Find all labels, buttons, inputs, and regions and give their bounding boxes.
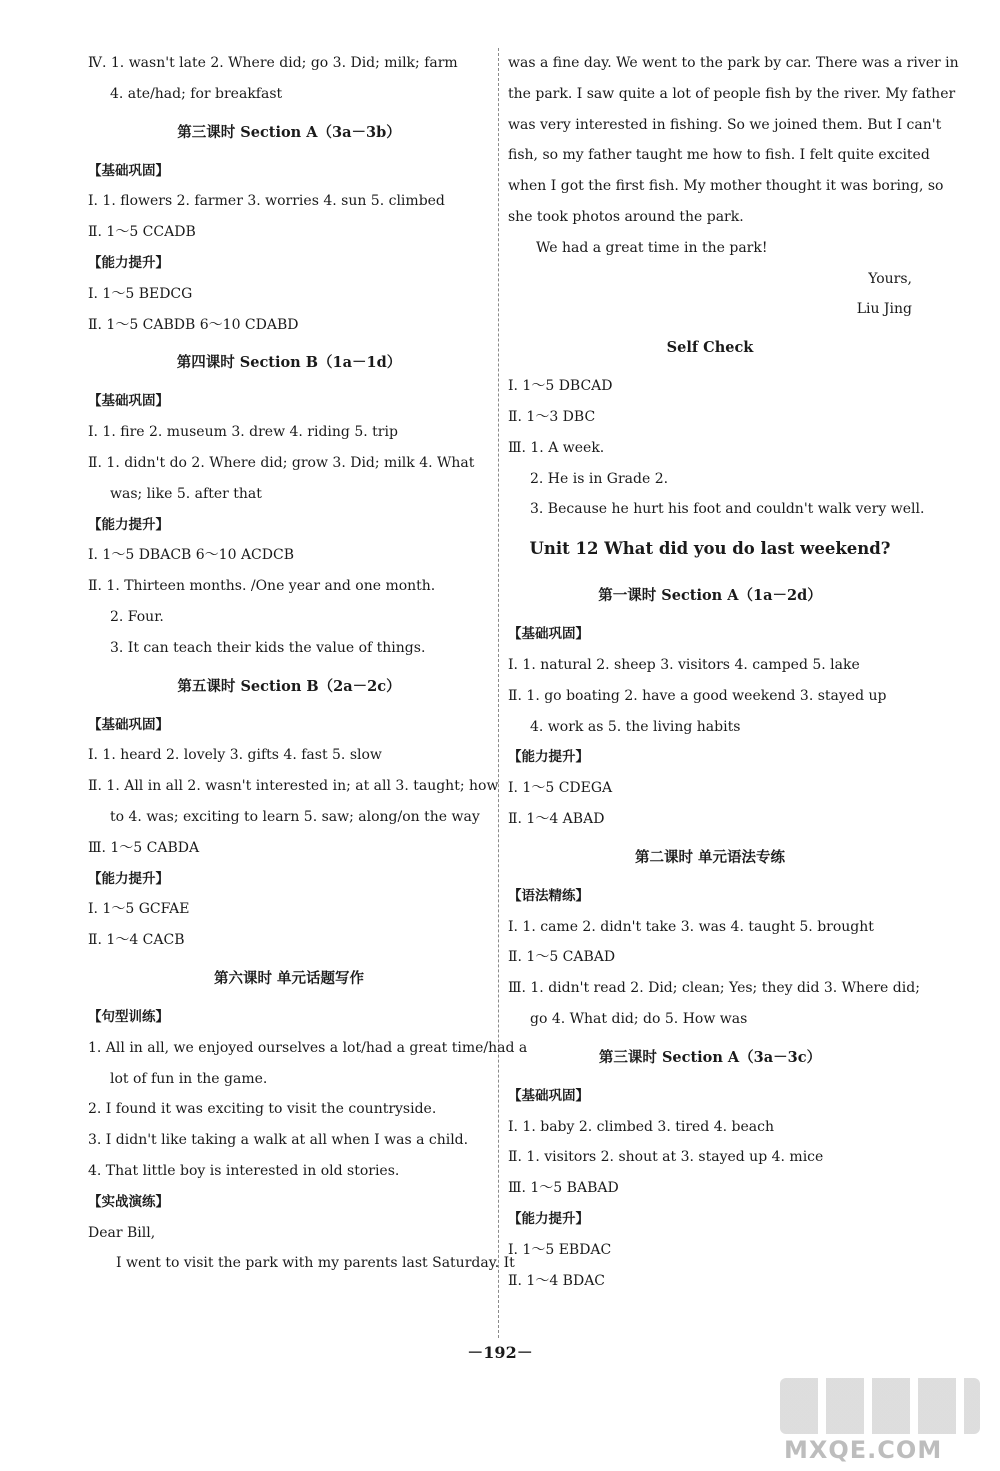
section-label: 【句型训练】 [88,1008,169,1025]
section-label: 【能力提升】 [88,516,169,533]
answer-line-continued: lot of fun in the game. [110,1070,268,1087]
answer-line: Ⅰ. 1. flowers 2. farmer 3. worries 4. sun 5. climbed [88,193,445,210]
answer-line-continued: 3. It can teach their kids the value of things. [110,639,426,656]
lesson-heading: 第四课时 Section B（1a－1d） [176,354,402,372]
answer-line: Ⅲ. 1～5 BABAD [508,1180,619,1197]
page-number: －192－ [467,1343,533,1362]
answer-line: Ⅲ. 1. A week. [508,439,605,456]
lesson-heading: 第五课时 Section B（2a－2c） [177,677,401,695]
watermark-text: MXQE.COM [784,1436,943,1464]
answer-line: Ⅱ. 1～5 CCADB [88,224,196,241]
section-label: 【能力提升】 [508,1210,589,1227]
answer-line: Ⅱ. 1～4 BDAC [508,1272,606,1289]
lesson-heading: Self Check [666,339,754,357]
left-column [88,48,528,1279]
answer-line: Ⅰ. 1. heard 2. lovely 3. gifts 4. fast 5. slow [88,747,382,764]
answer-line: 1. All in all, we enjoyed ourselves a lot/had a great time/had a [88,1039,528,1056]
answer-line: Ⅱ. 1. didn't do 2. Where did; grow 3. Did; milk 4. What [88,454,475,471]
answer-line: Ⅰ. 1～5 GCFAE [88,901,190,918]
answer-line-continued: 4. work as 5. the living habits [530,718,741,735]
answer-line: 4. That little boy is interested in old stories. [88,1162,400,1179]
answer-line-continued: was; like 5. after that [110,485,262,502]
section-label: 【基础巩固】 [508,626,589,643]
answer-line: Ⅰ. 1～5 CDEGA [508,780,613,797]
answer-line: Ⅱ. 1. All in all 2. wasn't interested in; at all 3. taught; how [88,778,499,795]
answer-line: Ⅱ. 1. visitors 2. shout at 3. stayed up 4. mice [508,1149,824,1166]
section-label: 【基础巩固】 [88,162,169,179]
section-label: 【基础巩固】 [88,716,169,733]
watermark [780,1378,980,1464]
answer-line: Ⅱ. 1～4 ABAD [508,810,605,827]
section-label: 【能力提升】 [88,870,169,887]
answer-line: Dear Bill, [88,1224,156,1241]
section-label: 【能力提升】 [508,749,589,766]
answer-line: Ⅰ. 1～5 DBACB 6～10 ACDCB [88,547,294,564]
lesson-heading: 第三课时 Section A（3a－3b） [177,123,401,141]
answer-line: the park. I saw quite a lot of people fish by the river. My father [508,85,956,102]
answer-line-continued: 3. Because he hurt his foot and couldn't walk very well. [530,501,925,518]
answer-line: Ⅱ. 1～4 CACB [88,932,185,949]
answer-line: Ⅰ. 1～5 EBDAC [508,1241,612,1258]
watermark-logo [780,1378,980,1434]
answer-line: Ⅱ. 1. go boating 2. have a good weekend 3. stayed up [508,687,887,704]
answer-line: Ⅰ. 1. natural 2. sheep 3. visitors 4. camped 5. lake [508,656,860,673]
answer-line: Ⅱ. 1～3 DBC [508,408,596,425]
answer-line: Ⅰ. 1～5 DBCAD [508,378,613,395]
answer-line: 3. I didn't like taking a walk at all when I was a child. [88,1132,469,1149]
answer-line: Ⅰ. 1～5 BEDCG [88,285,193,302]
section-label: 【基础巩固】 [88,393,169,410]
answer-line: Ⅲ. 1. didn't read 2. Did; clean; Yes; they did 3. Where did; [508,980,920,997]
answer-line: fish, so my father taught me how to fish. I felt quite excited [508,147,930,164]
section-label: 【能力提升】 [88,254,169,271]
answer-line-continued: 2. Four. [110,608,164,625]
letter-signature-line: Yours, [868,270,912,287]
answer-line: Ⅱ. 1～5 CABDB 6～10 CDABD [88,316,299,333]
letter-paragraph-line: I went to visit the park with my parents last Saturday. It [116,1255,515,1272]
section-label: 【基础巩固】 [508,1087,589,1104]
answer-line-continued: go 4. What did; do 5. How was [530,1010,748,1027]
column-divider [498,48,499,1338]
answer-line: Ⅳ. 1. wasn't late 2. Where did; go 3. Did; milk; farm [88,55,458,71]
section-label: 【实战演练】 [88,1193,169,1210]
answer-line: she took photos around the park. [508,208,744,225]
lesson-heading: 第三课时 Section A（3a－3c） [598,1048,822,1066]
answer-line-continued: to 4. was; exciting to learn 5. saw; along/on the way [110,808,480,825]
letter-paragraph-line: We had a great time in the park! [536,239,768,256]
answer-line: Ⅰ. 1. fire 2. museum 3. drew 4. riding 5. trip [88,424,398,441]
answer-line-continued: 4. ate/had; for breakfast [110,85,283,102]
answer-line-continued: 2. He is in Grade 2. [530,470,669,487]
lesson-heading: 第二课时 单元语法专练 [634,848,786,866]
answer-line: was very interested in fishing. So we joined them. But I can't [508,116,942,133]
answer-line: when I got the first fish. My mother thought it was boring, so [508,178,944,195]
answer-line: Ⅱ. 1. Thirteen months. /One year and one month. [88,578,436,595]
answer-line: Ⅱ. 1～5 CABAD [508,949,616,966]
answer-line: 2. I found it was exciting to visit the countryside. [88,1101,437,1118]
unit-title: Unit 12 What did you do last weekend? [529,539,891,559]
lesson-heading: 第一课时 Section A（1a－2d） [598,587,822,605]
answer-line: Ⅰ. 1. baby 2. climbed 3. tired 4. beach [508,1118,774,1135]
letter-signature-line: Liu Jing [856,301,912,318]
right-column [508,48,959,1296]
answer-line: Ⅲ. 1～5 CABDA [88,839,200,856]
section-label: 【语法精练】 [508,887,589,904]
answer-line: Ⅰ. 1. came 2. didn't take 3. was 4. taught 5. brought [508,918,874,935]
lesson-heading: 第六课时 单元话题写作 [213,969,365,987]
answer-line: was a fine day. We went to the park by car. There was a river in [508,55,959,71]
